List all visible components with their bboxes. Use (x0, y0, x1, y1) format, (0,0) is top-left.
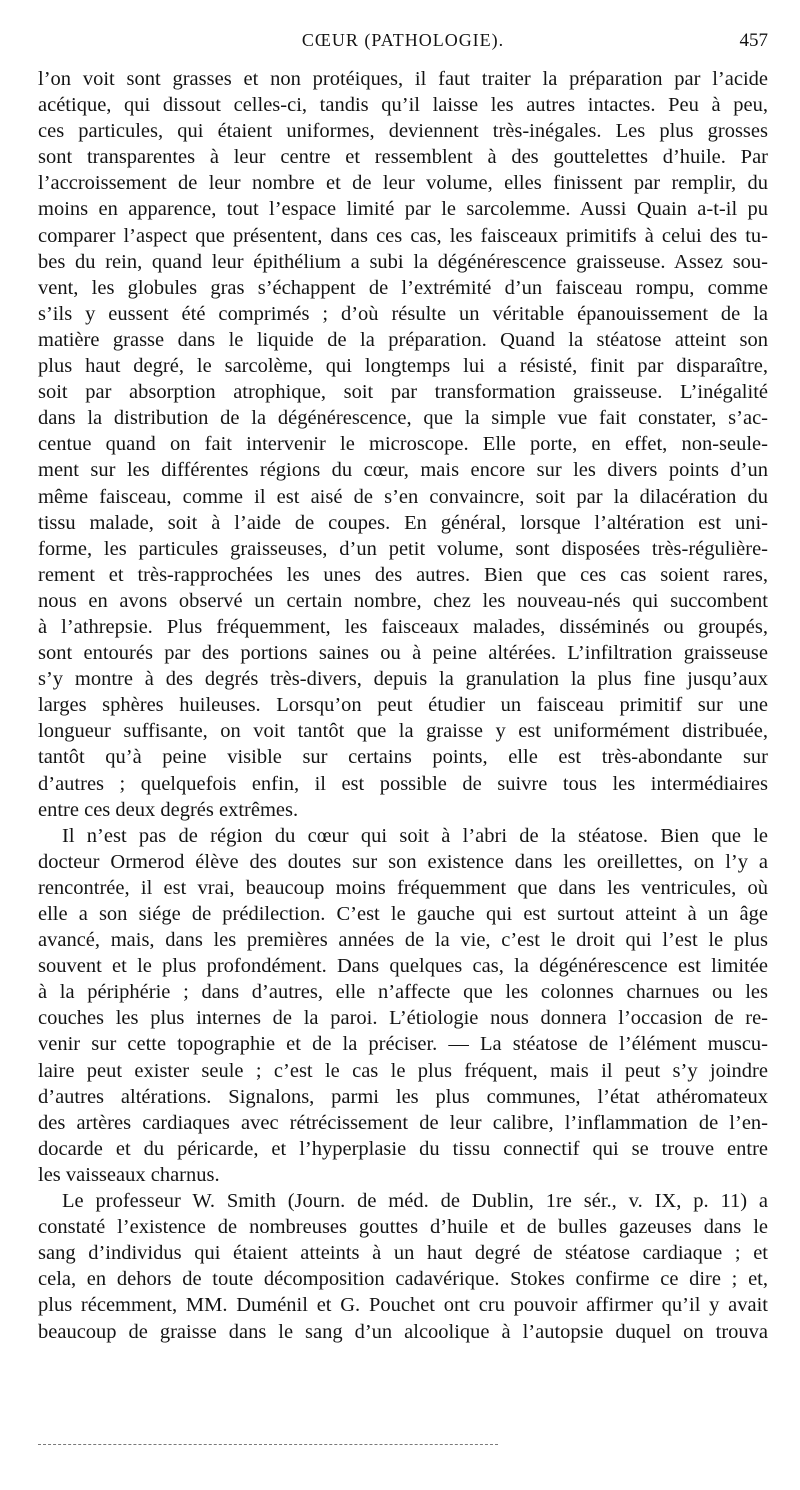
text-line: vent, les globules gras s’échappent de l’extrémité d’un faisceau rompu, comme (38, 276, 768, 299)
body-text (38, 66, 768, 1345)
text-line: même faisceau, comme il est aisé de s’en convaincre, soit par la dilacération du (38, 485, 768, 508)
text-line: moins en apparence, tout l’espace limité par le sarcolemme. Aussi Quain a-t-il pu (38, 198, 768, 221)
text-line: avancé, mais, dans les premières années de la vie, c’est le droit qui l’est le plus (38, 929, 768, 952)
text-line: constaté l’existence de nombreuses gouttes d’huile et de bulles gazeuses dans le (38, 1216, 768, 1239)
text-line: tantôt qu’à peine visible sur certains points, elle est très-abondante sur (38, 746, 768, 769)
text-line: longueur suffisante, on voit tantôt que la graisse y est uniformément distribuée, (38, 720, 768, 743)
text-line: s’ils y eussent été comprimés ; d’où résulte un véritable épanouissement de la (38, 302, 768, 325)
text-line: d’autres ; quelquefois enfin, il est possible de suivre tous les intermédiaires (38, 772, 768, 795)
text-line: bes du rein, quand leur épithélium a subi la dégénérescence graisseuse. Assez sou- (38, 250, 768, 273)
text-line: à la périphérie ; dans d’autres, elle n’affecte que les colonnes charnues ou les (38, 981, 768, 1004)
text-line: plus récemment, MM. Duménil et G. Pouchet ont cru pouvoir affirmer qu’il y avait (38, 1294, 768, 1317)
text-line: plus haut degré, le sarcolème, qui longtemps lui a résisté, finit par disparaître, (38, 355, 768, 378)
text-line: ment sur les différentes régions du cœur, mais encore sur les divers points d’un (38, 459, 768, 482)
text-line: beaucoup de graisse dans le sang d’un alcoolique à l’autopsie duquel on trouva (38, 1320, 768, 1343)
text-line: comparer l’aspect que présentent, dans ces cas, les faisceaux primitifs à celui des tu- (38, 224, 768, 247)
running-head: CŒUR (PATHOLOGIE). (301, 30, 505, 50)
text-line: des artères cardiaques avec rétrécissement de leur calibre, l’inflammation de l’en- (38, 1111, 768, 1134)
text-line: entre ces deux degrés extrêmes. (38, 798, 299, 821)
page-number: 457 (739, 30, 768, 51)
text-line: l’on voit sont grasses et non protéiques, il faut traiter la préparation par l’acide (38, 68, 768, 90)
text-line: laire peut exister seule ; c’est le cas le plus fréquent, mais il peut s’y joindre (38, 1059, 768, 1082)
text-line: tissu malade, soit à l’aide de coupes. En général, lorsque l’altération est uni- (38, 511, 768, 534)
text-line: docteur Ormerod élève des doutes sur son existence dans les oreillettes, on l’y a (38, 850, 768, 873)
text-line: elle a son siége de prédilection. C’est le gauche qui est surtout atteint à un âge (38, 903, 768, 925)
text-line: les vaisseaux charnus. (38, 1163, 220, 1186)
text-line: acétique, qui dissout celles-ci, tandis qu’il laisse les autres intactes. Peu à peu, (38, 94, 768, 117)
text-line: Il n’est pas de région du cœur qui soit à l’abri de la stéatose. Bien que le (62, 824, 768, 847)
text-line: d’autres altérations. Signalons, parmi les plus communes, l’état athéromateux (38, 1085, 768, 1108)
text-line: rement et très-rapprochées les unes des autres. Bien que ces cas soient rares, (38, 563, 768, 586)
text-line: sont entourés par des portions saines ou à peine altérées. L’infiltration graisseuse (38, 642, 768, 665)
footnote-rule (38, 1444, 498, 1445)
text-line: s’y montre à des degrés très-divers, depuis la granulation la plus fine jusqu’aux (38, 668, 768, 691)
text-line: venir sur cette topographie et de la préciser. — La stéatose de l’élément muscu- (38, 1033, 768, 1056)
text-line: Le professeur W. Smith (Journ. de méd. de Dublin, 1re sér., v. IX, p. 11) a (62, 1190, 768, 1213)
text-line: rencontrée, il est vrai, beaucoup moins fréquemment que dans les ventricules, où (38, 876, 768, 899)
text-line: cela, en dehors de toute décomposition cadavérique. Stokes confirme ce dire ; et, (38, 1268, 768, 1291)
text-line: ces particules, qui étaient uniformes, deviennent très-inégales. Les plus grosses (38, 120, 768, 143)
text-line: centue quand on fait intervenir le microscope. Elle porte, en effet, non-seule- (38, 433, 768, 456)
text-line: souvent et le plus profondément. Dans quelques cas, la dégénérescence est limitée (38, 955, 768, 978)
text-line: soit par absorption atrophique, soit par transformation graisseuse. L’inégalité (38, 381, 768, 404)
page-header (38, 30, 768, 60)
text-line: larges sphères huileuses. Lorsqu’on peut étudier un faisceau primitif sur une (38, 694, 768, 717)
text-line: à l’athrepsie. Plus fréquemment, les faisceaux malades, disséminés ou groupés, (38, 615, 768, 638)
text-line: forme, les particules graisseuses, d’un petit volume, sont disposées très-régulière- (38, 537, 768, 560)
text-line: l’accroissement de leur nombre et de leur volume, elles finissent par remplir, du (38, 172, 768, 195)
text-line: dans la distribution de la dégénérescence, que la simple vue fait constater, s’ac- (38, 407, 768, 430)
text-line: sang d’individus qui étaient atteints à un haut degré de stéatose cardiaque ; et (38, 1242, 768, 1265)
text-line: nous en avons observé un certain nombre, chez les nouveau-nés qui succombent (38, 589, 768, 612)
text-line: matière grasse dans le liquide de la préparation. Quand la stéatose atteint son (38, 328, 768, 351)
text-line: couches les plus internes de la paroi. L’étiologie nous donnera l’occasion de re- (38, 1007, 768, 1030)
text-line: sont transparentes à leur centre et ressemblent à des gouttelettes d’huile. Par (38, 146, 768, 169)
text-line: docarde et du péricarde, et l’hyperplasie du tissu connectif qui se trouve entre (38, 1137, 768, 1160)
